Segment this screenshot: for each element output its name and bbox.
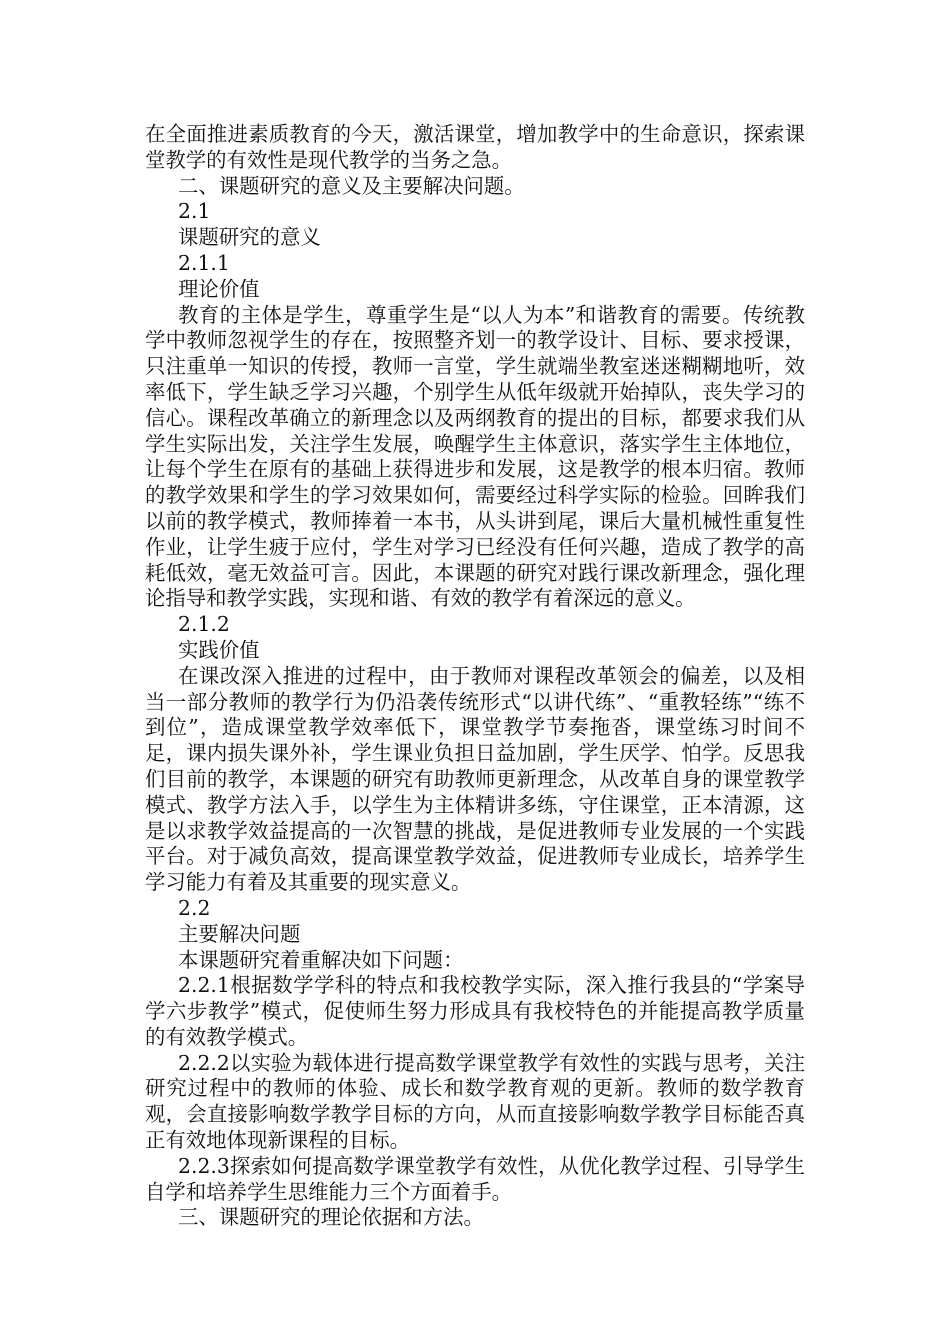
document-page xyxy=(145,122,805,1231)
subsection-title-2-1: 课题研究的意义 xyxy=(178,225,321,250)
problem-2-2-2-paragraph: 2.2.2以实验为载体进行提高数学课堂教学有效性的实践与思考，关注研究过程中的教师的体验、成长和数学教育观的更新。教师的数学教育观，会直接影响数学教学目标的方向，从而直接影响数学教学目标能否真正有效地体现新课程的目标。 xyxy=(145,1050,805,1153)
problem-2-2-3-paragraph: 2.2.3探索如何提高数学课堂教学有效性，从优化教学过程、引导学生自学和培养学生思维能力三个方面着手。 xyxy=(145,1153,805,1204)
intro-paragraph: 在全面推进素质教育的今天，激活课堂，增加教学中的生命意识，探索课堂教学的有效性是现代教学的当务之急。 xyxy=(145,122,805,172)
problem-2-2-1-paragraph: 2.2.1根据数学学科的特点和我校教学实际，深入推行我县的“学案导学六步教学”模式，促使师生努力形成具有我校特色的并能提高教学质量的有效教学模式。 xyxy=(145,973,805,1049)
subsubsection-title-2-1-2: 实践价值 xyxy=(178,637,260,662)
theory-value-paragraph: 教育的主体是学生，尊重学生是“以人为本”和谐教育的需要。传统教学中教师忽视学生的存在，按照整齐划一的教学设计、目标、要求授课，只注重单一知识的传授，教师一言堂，学生就端坐教室迷迷糊糊地听，效率低下，学生缺乏学习兴趣，个别学生从低年级就开始掉队，丧失学习的信心。课程改革确立的新理念以及两纲教育的提出的目标，都要求我们从学生实际出发，关注学生发展，唤醒学生主体意识，落实学生主体地位，让每个学生在原有的基础上获得进步和发展，这是教学的根本归宿。教师的教学效果和学生的学习效果如何，需要经过科学实际的检验。回眸我们以前的教学模式，教师捧着一本书，从头讲到尾，课后大量机械性重复性作业，让学生疲于应付，学生对学习已经没有任何兴趣，造成了教学的高耗低效，毫无效益可言。因此，本课题的研究对践行课改新理念，强化理论指导和教学实践，实现和谐、有效的教学有着深远的意义。 xyxy=(145,302,805,611)
section-heading-2: 二、课题研究的意义及主要解决问题。 xyxy=(178,173,525,198)
practice-value-paragraph: 在课改深入推进的过程中，由于教师对课程改革领会的偏差，以及相当一部分教师的教学行为仍沿袭传统形式“以讲代练”、“重教轻练”“练不到位”，造成课堂教学效率低下，课堂教学节奏拖沓，课堂练习时间不足，课内损失课外补，学生课业负担日益加剧，学生厌学、怕学。反思我们目前的教学，本课题的研究有助教师更新理念，从改革自身的课堂教学模式、教学方法入手，以学生为主体精讲多练，守住课堂，正本清源，这是以求教学效益提高的一次智慧的挑战，是促进教师专业发展的一个实践平台。对于减负高效，提高课堂教学效益，促进教师专业成长，培养学生学习能力有着及其重要的现实意义。 xyxy=(145,663,805,895)
subsection-number-2-2: 2.2 xyxy=(178,895,211,920)
subsubsection-title-2-1-1: 理论价值 xyxy=(178,276,260,301)
subsubsection-number-2-1-2: 2.1.2 xyxy=(178,612,230,637)
problems-intro-paragraph: 本课题研究着重解决如下问题： xyxy=(178,947,464,972)
subsection-number-2-1: 2.1 xyxy=(178,199,211,224)
subsection-title-2-2: 主要解决问题 xyxy=(178,921,301,946)
section-heading-3: 三、课题研究的理论依据和方法。 xyxy=(178,1205,484,1230)
subsubsection-number-2-1-1: 2.1.1 xyxy=(178,250,230,275)
